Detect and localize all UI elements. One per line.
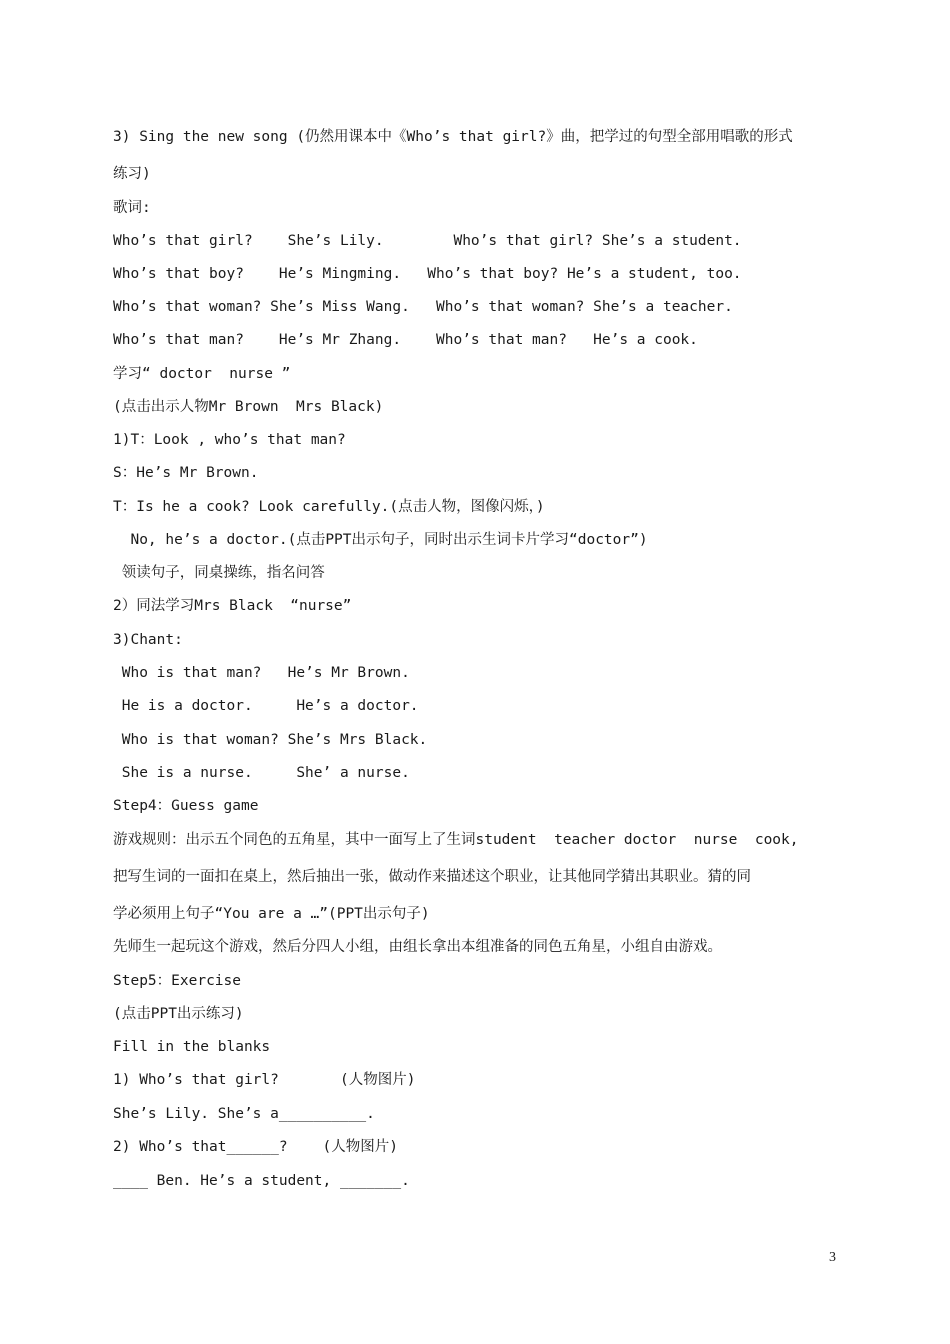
text-line: Who’s that boy? He’s Mingming. Who’s that boy? He’s a student, too. — [113, 266, 742, 282]
text-line: 3) Sing the new song (仍然用课本中《Who’s that girl?》曲，把学过的句型全部用唱歌的形式 — [113, 129, 793, 145]
text-line: 先师生一起玩这个游戏，然后分四人小组，由组长拿出本组准备的同色五角星，小组自由游戏。 — [113, 939, 722, 955]
text-line: S：He’s Mr Brown. — [113, 465, 259, 481]
text-line: 2) Who’s that______? (人物图片) — [113, 1139, 398, 1155]
text-line: Who’s that woman? She’s Miss Wang. Who’s that woman? She’s a teacher. — [113, 299, 733, 315]
text-line: Who’s that girl? She’s Lily. Who’s that girl? She’s a student. — [113, 233, 742, 249]
text-line: Who is that man? He’s Mr Brown. — [113, 665, 410, 681]
page-number: 3 — [829, 1250, 836, 1265]
text-line: (点击PPT出示练习) — [113, 1006, 244, 1022]
text-line: (点击出示人物Mr Brown Mrs Black) — [113, 399, 384, 415]
text-line: 1)T：Look , who’s that man? — [113, 432, 346, 448]
text-line: ____ Ben. He’s a student, _______. — [113, 1173, 410, 1189]
text-line: He is a doctor. He’s a doctor. — [113, 698, 419, 714]
text-line: 练习) — [113, 166, 151, 182]
text-line: 学必须用上句子“You are a …”(PPT出示句子) — [113, 906, 430, 922]
text-line: 游戏规则：出示五个同色的五角星，其中一面写上了生词student teacher doctor nurse cook, — [113, 832, 799, 848]
text-line: 1) Who’s that girl? (人物图片) — [113, 1072, 416, 1088]
text-line: T：Is he a cook? Look carefully.(点击人物，图像闪烁，) — [113, 499, 545, 515]
step-heading: Step4：Guess game — [113, 798, 259, 814]
text-line: Who’s that man? He’s Mr Zhang. Who’s that man? He’s a cook. — [113, 332, 698, 348]
text-line: 3)Chant: — [113, 632, 183, 648]
text-line: 领读句子，同桌操练，指名问答 — [113, 565, 325, 581]
text-line: Fill in the blanks — [113, 1039, 271, 1055]
step-heading: Step5：Exercise — [113, 973, 241, 989]
text-line: She is a nurse. She’ a nurse. — [113, 765, 410, 781]
text-line: No, he’s a doctor.(点击PPT出示句子，同时出示生词卡片学习“doctor”) — [113, 532, 648, 548]
text-line: 歌词: — [113, 200, 151, 216]
text-line: Who is that woman? She’s Mrs Black. — [113, 732, 428, 748]
text-line: 把写生词的一面扣在桌上，然后抽出一张，做动作来描述这个职业，让其他同学猜出其职业。猜的同 — [113, 869, 751, 885]
text-line: She’s Lily. She’s a__________. — [113, 1106, 375, 1122]
text-line: 2）同法学习Mrs Black “nurse” — [113, 598, 352, 614]
section-heading: 学习“ doctor nurse ” — [113, 366, 291, 382]
